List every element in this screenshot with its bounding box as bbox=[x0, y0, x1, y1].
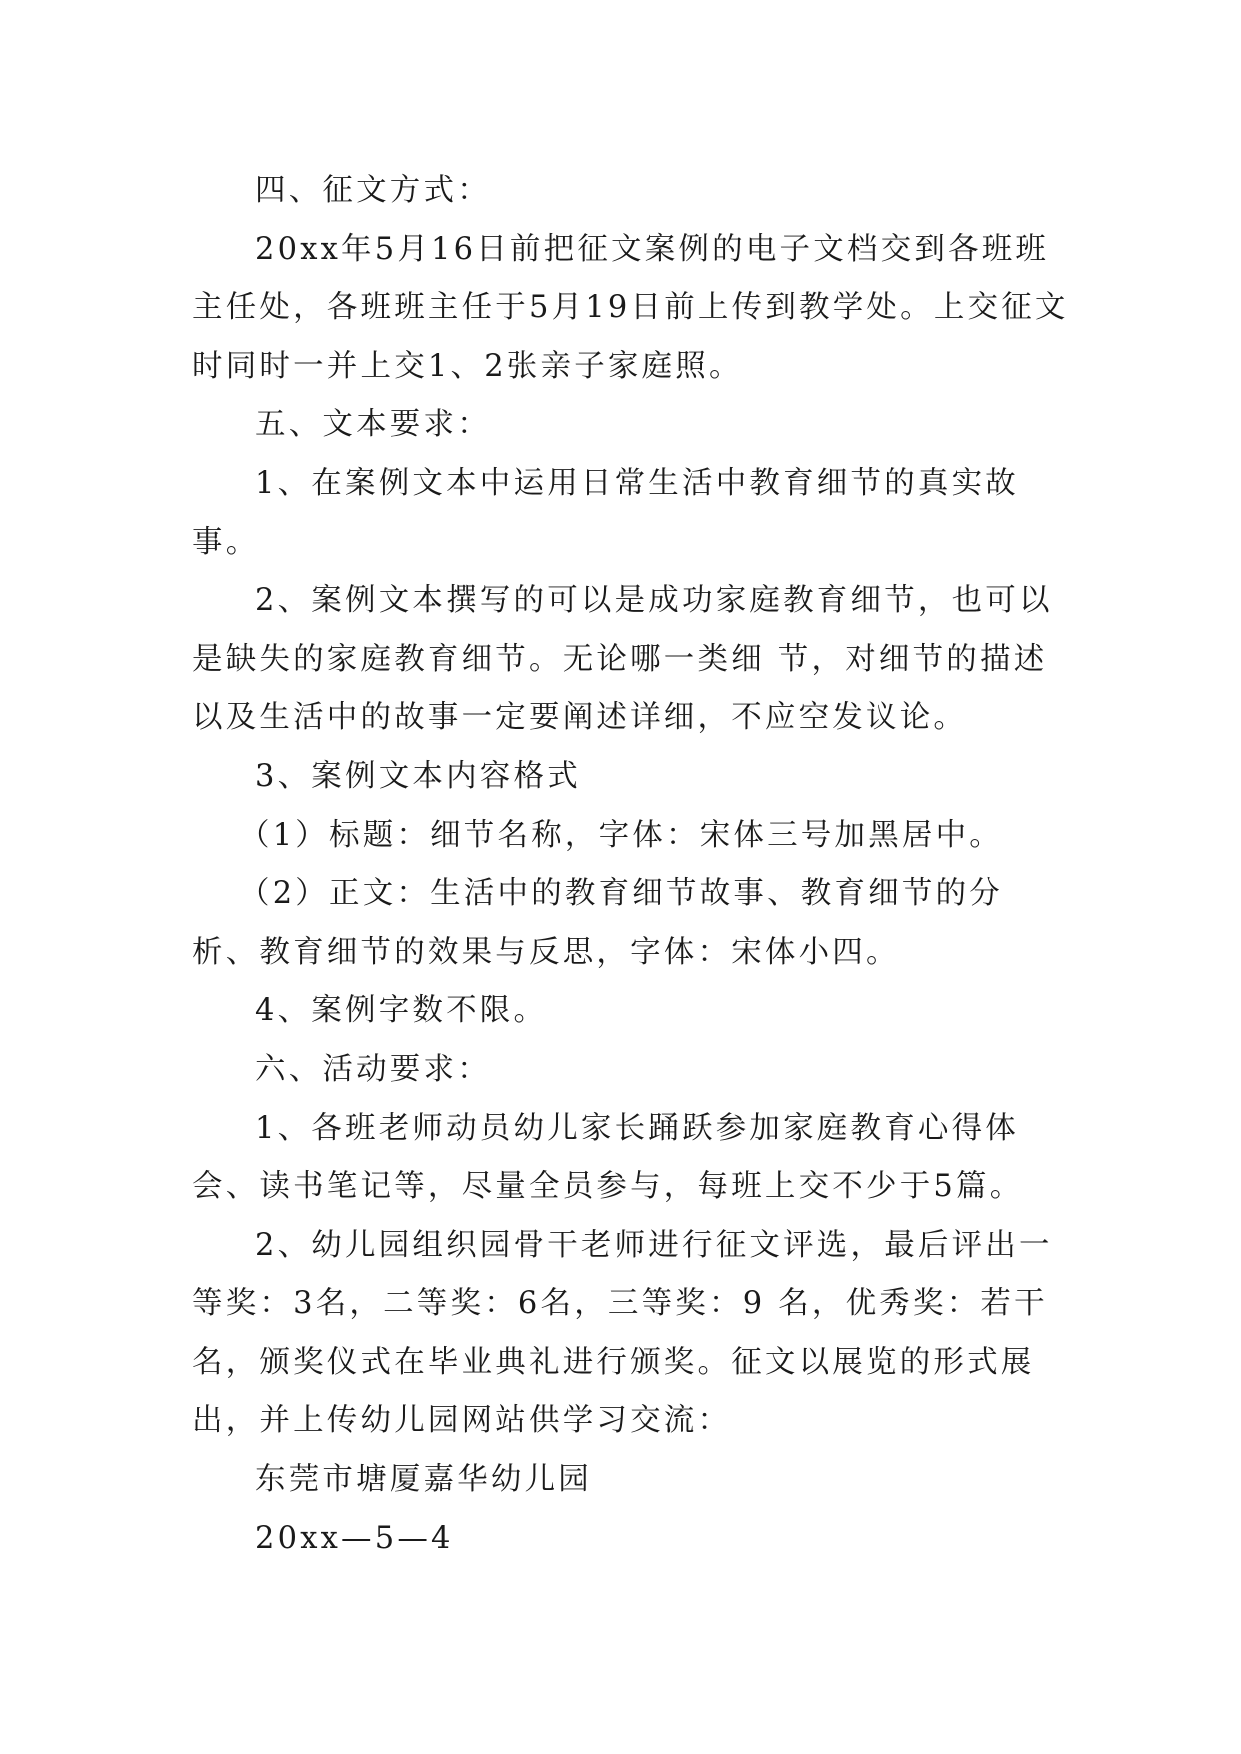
paragraph-activity-1: 1、各班老师动员幼儿家长踊跃参加家庭教育心得体会、读书笔记等，尽量全员参与，每班上交不少于5篇。 bbox=[192, 1110, 1024, 1205]
paragraph-requirement-3: 3、案例文本内容格式 bbox=[255, 758, 581, 794]
document-date: 20xx—5—4 bbox=[255, 1520, 454, 1556]
paragraph-requirement-4: 4、案例字数不限。 bbox=[255, 993, 548, 1029]
organization-signature: 东莞市塘厦嘉华幼儿园 bbox=[255, 1462, 592, 1498]
section-heading-text-requirements: 五、文本要求： bbox=[255, 407, 491, 443]
paragraph-requirement-2: 2、案例文本撰写的可以是成功家庭教育细节，也可以是缺失的家庭教育细节。无论哪一类细 节，对细节的描述以及生活中的故事一定要阐述详细，不应空发议论。 bbox=[192, 583, 1053, 736]
paragraph-requirement-1: 1、在案例文本中运用日常生活中教育细节的真实故事。 bbox=[192, 465, 1020, 560]
paragraph-activity-2: 2、幼儿园组织园骨干老师进行征文评选，最后评出一等奖：3名，二等奖：6名，三等奖：9 名，优秀奖：若干名，颁奖仪式在毕业典礼进行颁奖。征文以展览的形式展出，并上传幼儿园网站供学习交流： bbox=[192, 1227, 1053, 1439]
document-body bbox=[192, 162, 1070, 1568]
paragraph-requirement-3-body-format: （2）正文：生活中的教育细节故事、教育细节的分析、教育细节的效果与反思，字体：宋体小四。 bbox=[192, 876, 1004, 970]
section-heading-submission-method: 四、征文方式： bbox=[255, 173, 491, 208]
paragraph-requirement-3-title-format: （1）标题：细节名称，字体：宋体三号加黑居中。 bbox=[239, 817, 1004, 853]
paragraph-submission-method: 20xx年5月16日前把征文案例的电子文档交到各班班主任处，各班班主任于5月19日前上传到教学处。上交征文时同时一并上交1、2张亲子家庭照。 bbox=[192, 231, 1069, 384]
section-heading-activity-requirements: 六、活动要求： bbox=[255, 1051, 491, 1087]
